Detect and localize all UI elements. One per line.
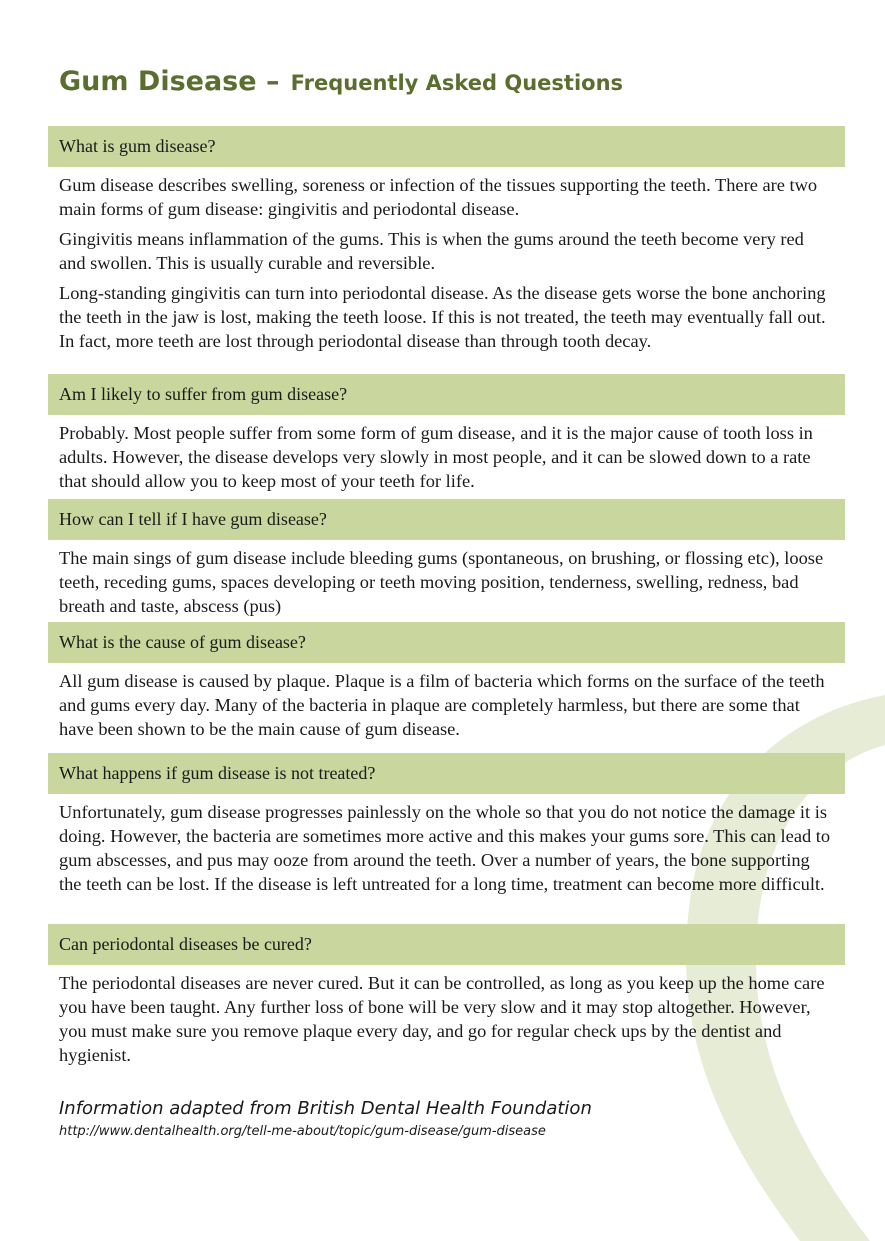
faq-section-1 <box>48 126 845 359</box>
faq-section-5 <box>48 753 845 902</box>
title-main: Gum Disease – <box>59 66 280 97</box>
faq-section-2 <box>48 374 845 499</box>
title-subtitle: Frequently Asked Questions <box>290 71 624 95</box>
faq-question: Can periodontal diseases be cured? <box>48 924 845 965</box>
credit-organization: Information adapted from British Dental Health Foundation <box>59 1098 592 1119</box>
faq-answer: Unfortunately, gum disease progresses painlessly on the whole so that you do not notice the damage it is doing. However, the bacteria are sometimes more active and this makes your gums sore. This can lead to gum abscesses, and pus may ooze from around the teeth. Over a number of years, the bone supporting the teeth can be lost. If the disease is left untreated for a long time, treatment can become more difficult. <box>59 802 831 894</box>
credit-url-link[interactable]: http://www.dentalhealth.org/tell-me-about/topic/gum-disease/gum-disease <box>59 1124 546 1139</box>
faq-answer: The periodontal diseases are never cured. But it can be controlled, as long as you keep up the home care you have been taught. Any further loss of bone will be very slow and it may stop altogether. However, you must make sure you remove plaque every day, and go for regular check ups by the dentist and hygienist. <box>59 973 825 1065</box>
faq-answer: Gingivitis means inflammation of the gums. This is when the gums around the teeth become very red and swollen. This is usually curable and reversible. <box>59 229 804 273</box>
faq-question: What is gum disease? <box>48 126 845 167</box>
faq-question: Am I likely to suffer from gum disease? <box>48 374 845 415</box>
faq-question: What is the cause of gum disease? <box>48 622 845 663</box>
faq-question: What happens if gum disease is not treated? <box>48 753 845 794</box>
faq-answer: All gum disease is caused by plaque. Plaque is a film of bacteria which forms on the surface of the teeth and gums every day. Many of the bacteria in plaque are completely harmless, but there are some that have been shown to be the main cause of gum disease. <box>59 671 825 739</box>
faq-question: How can I tell if I have gum disease? <box>48 499 845 540</box>
faq-section-6 <box>48 924 845 1073</box>
faq-section-3 <box>48 499 845 624</box>
faq-answer: The main sings of gum disease include bleeding gums (spontaneous, on brushing, or flossing etc), loose teeth, receding gums, spaces developing or teeth moving position, tenderness, swelling, redness, bad breath and taste, abscess (pus) <box>59 548 824 616</box>
faq-answer: Long-standing gingivitis can turn into periodontal disease. As the disease gets worse the bone anchoring the teeth in the jaw is lost, making the teeth loose. If this is not treated, the teeth may eventually fall out. In fact, more teeth are lost through periodontal disease than through tooth decay. <box>59 283 826 351</box>
page-title <box>59 60 623 98</box>
faq-answer: Probably. Most people suffer from some form of gum disease, and it is the major cause of tooth loss in adults. However, the disease develops very slowly in most people, and it can be slowed down to a rate that should allow you to keep most of your teeth for life. <box>59 423 813 491</box>
source-credit <box>59 1096 592 1142</box>
faq-section-4 <box>48 622 845 747</box>
faq-answer: Gum disease describes swelling, soreness or infection of the tissues supporting the teeth. There are two main forms of gum disease: gingivitis and periodontal disease. <box>59 175 818 219</box>
